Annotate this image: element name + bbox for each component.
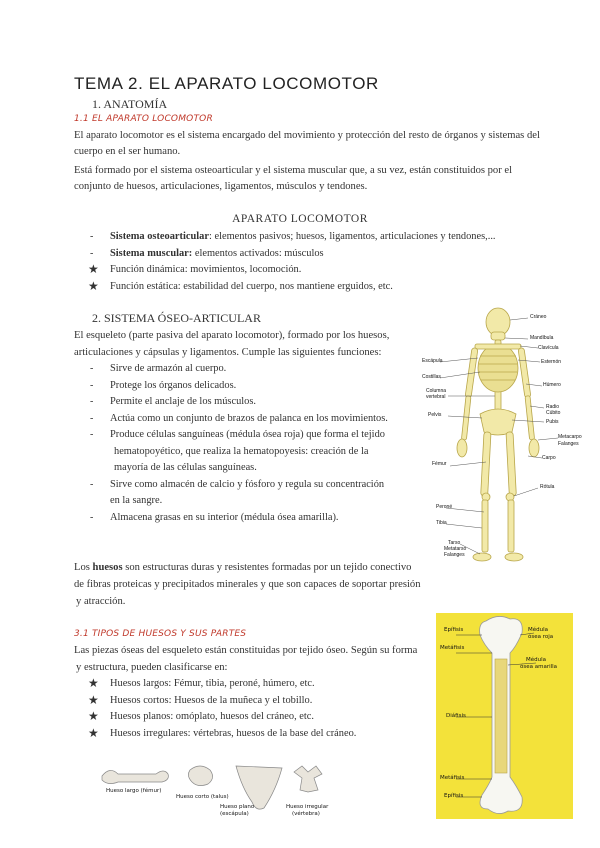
skeleton-label: Mandíbula <box>530 335 554 341</box>
skeleton-label: Tarso <box>448 540 461 546</box>
paragraph-line: Los huesos son estructuras duras y resistentes formadas por un tejido conectivo <box>74 562 412 573</box>
list-item: - Sistema muscular: elementos activados: músculos <box>90 247 324 259</box>
functions-list <box>88 361 408 526</box>
list-item: - Protege los órganos delicados. <box>90 379 237 391</box>
paragraph-line: El aparato locomotor es el sistema encargado del movimiento y protección del resto de órganos y sistemas del <box>74 130 540 141</box>
list-item: ★ Huesos cortos: Huesos de la muñeca y el tobillo. <box>88 692 313 707</box>
list-item: - Sirve de armazón al cuerpo. <box>90 363 227 374</box>
skeleton-label: Cráneo <box>530 314 547 320</box>
skeleton-label: Rótula <box>540 484 555 490</box>
skeleton-label: Húmero <box>543 382 561 388</box>
skeleton-label: Metacarpo <box>558 434 582 440</box>
skeleton-label: Cúbito <box>546 410 561 416</box>
subsection-heading-tipos: 3.1 TIPOS DE HUESOS Y SUS PARTES <box>74 629 247 639</box>
paragraph-line: articulaciones y cápsulas y ligamentos. Cumple las siguientes funciones: <box>74 347 382 358</box>
skeleton-label: Fémur <box>432 461 447 467</box>
skeleton-label: Tibia <box>436 520 447 526</box>
paragraph-line: y estructura, pueden clasificarse en: <box>76 662 228 673</box>
list-item: - Almacena grasas en su interior (médula ósea amarilla). <box>90 511 339 523</box>
skeleton-label: Pelvis <box>428 412 442 418</box>
paragraph-line: Las piezas óseas del esqueleto están constituidas por tejido óseo. Según su forma <box>74 645 418 656</box>
skeleton-label: Escápula <box>422 358 443 364</box>
list-item: - Produce células sanguíneas (médula ósea roja) que forma el tejido hematopoyético, que realiza la hematopoyesis: creación de la mayoría de las células sanguíneas. <box>90 429 385 473</box>
bone-part-label: Médula <box>526 657 547 663</box>
list-item: ★ Huesos irregulares: vértebras, huesos de la base del cráneo. <box>88 725 357 740</box>
aparato-list <box>88 229 528 295</box>
skeleton-label: Clavícula <box>538 345 559 351</box>
paragraph-line: cuerpo en el ser humano. <box>74 146 181 157</box>
paragraph-line: conjunto de huesos, articulaciones, ligamentos, músculos y tendones. <box>74 181 368 192</box>
bone-type-caption: Hueso largo (fémur) <box>106 788 162 794</box>
skeleton-label: Columna <box>426 388 447 394</box>
skeleton-label: Radio <box>546 404 560 410</box>
page-title: TEMA 2. EL APARATO LOCOMOTOR <box>74 74 379 93</box>
skeleton-label: Metatarso <box>444 546 467 552</box>
subsection-heading-aparato: 1.1 EL APARATO LOCOMOTOR <box>74 114 213 124</box>
bone-types-list <box>88 676 408 742</box>
skeleton-label: Carpo <box>542 455 556 461</box>
paragraph-line: El esqueleto (parte pasiva del aparato locomotor), formado por los huesos, <box>74 330 390 341</box>
bone-part-label: Médula <box>528 627 549 633</box>
long-bone-figure <box>436 613 573 819</box>
skeleton-label: Falanges <box>444 552 465 558</box>
list-item: - Permite el anclaje de los músculos. <box>90 396 257 407</box>
skeleton-label: Esternón <box>541 359 562 365</box>
skeleton-label: Peroné <box>436 504 453 510</box>
skeleton-label: Pubis <box>546 419 559 425</box>
paragraph-line: y atracción. <box>76 596 126 607</box>
list-item: - Sistema osteoarticular: elementos pasivos; huesos, ligamentos, articulaciones y tendones,... <box>90 231 496 242</box>
bone-part-label: Metáfisis <box>440 645 465 651</box>
aparato-heading: APARATO LOCOMOTOR <box>232 213 368 225</box>
bone-part-label: Epífisis <box>444 627 464 633</box>
bone-part-label: ósea amarilla <box>520 664 558 670</box>
list-item: - Actúa como un conjunto de brazos de palanca en los movimientos. <box>90 412 388 424</box>
list-item: ★ Huesos largos: Fémur, tibia, peroné, húmero, etc. <box>88 676 315 690</box>
list-item: ★ Función dinámica: movimientos, locomoción. <box>88 262 302 276</box>
section-heading-anatomia: 1. ANATOMÍA <box>92 97 168 111</box>
bone-types-figure <box>96 762 346 822</box>
bone-part-label: Diáfisis <box>446 713 466 719</box>
section-heading-oseo: 2. SISTEMA ÓSEO-ARTICULAR <box>92 311 261 325</box>
bone-part-label: Epífisis <box>444 793 464 799</box>
bone-type-caption: Hueso irregular <box>286 804 329 810</box>
bone-part-label: Metáfisis <box>440 775 465 781</box>
paragraph-line: Está formado por el sistema osteoarticular y el sistema muscular que, a su vez, están constituidos por el <box>74 165 513 176</box>
skeleton-label: Costillas <box>422 374 441 380</box>
bone-type-caption: (vértebra) <box>292 811 320 817</box>
bone-part-label: ósea roja <box>528 634 554 640</box>
list-item: ★ Función estática: estabilidad del cuerpo, nos mantiene erguidos, etc. <box>88 278 393 293</box>
skeleton-label: vertebral <box>426 394 446 400</box>
skeleton-label: Falanges <box>558 441 579 447</box>
skeleton-figure <box>420 306 590 568</box>
list-item: - Sirve como almacén de calcio y fósforo y regula su concentración en la sangre. <box>90 478 385 506</box>
list-item: ★ Huesos planos: omóplato, huesos del cráneo, etc. <box>88 709 315 723</box>
bone-type-caption: Hueso corto (talus) <box>176 794 229 800</box>
bone-type-caption: (escápula) <box>220 811 249 817</box>
bone-type-caption: Hueso plano <box>220 804 255 810</box>
paragraph-line: de fibras proteicas y precipitados minerales y que son capaces de soportar presión <box>74 579 421 590</box>
